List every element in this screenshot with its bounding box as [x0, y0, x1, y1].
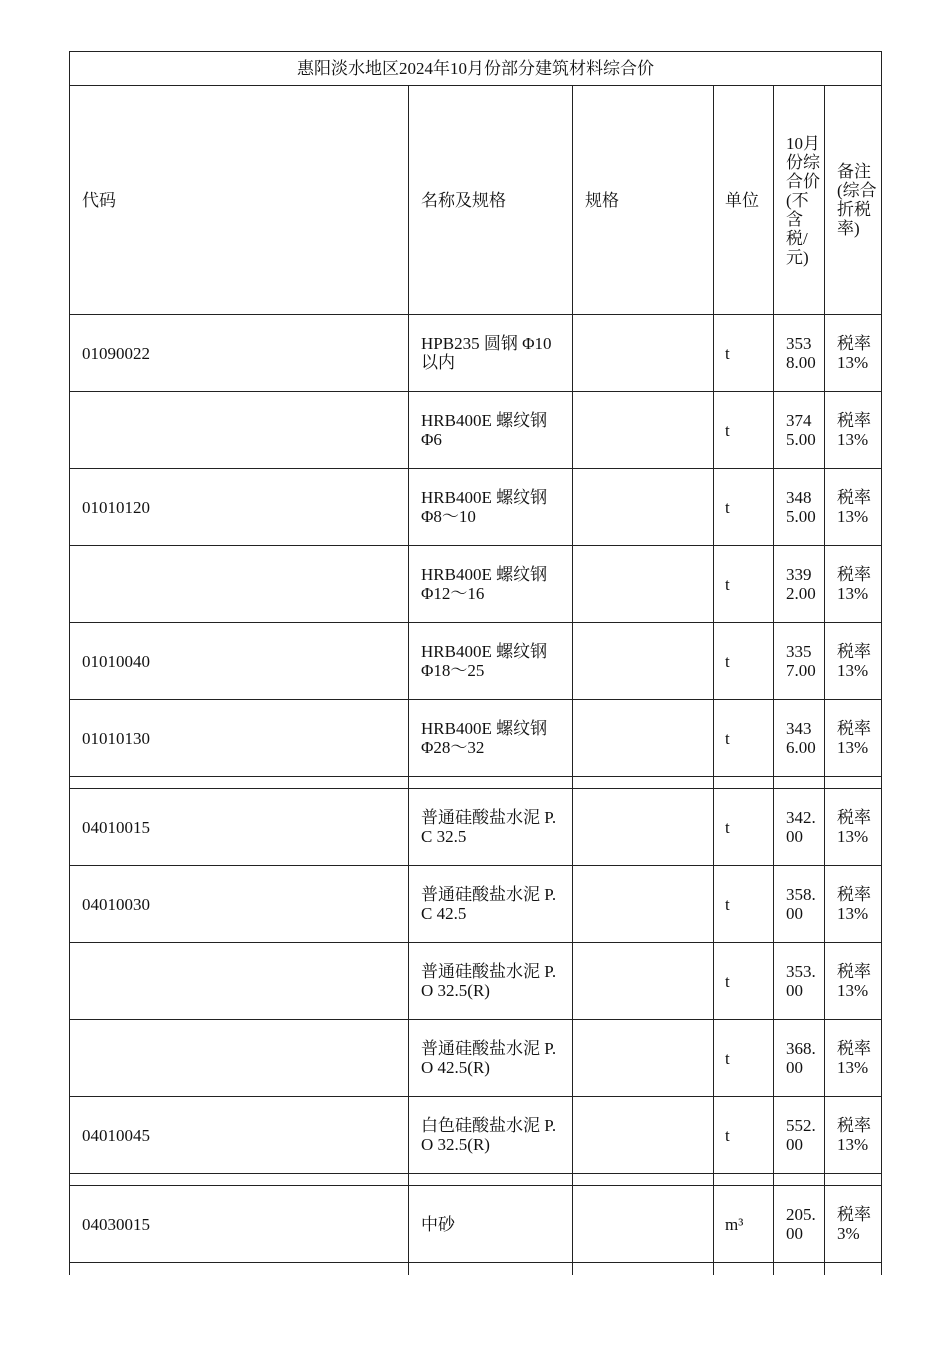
- cell-price: 368.00: [774, 1020, 825, 1097]
- cell-code: 01090022: [70, 315, 409, 392]
- cell-price: 3745.00: [774, 392, 825, 469]
- cell-code: 01010120: [70, 469, 409, 546]
- cell-unit: t: [714, 546, 774, 623]
- cell-name: 普通硅酸盐水泥 P.C 42.5: [409, 866, 573, 943]
- cell-unit: t: [714, 700, 774, 777]
- table-row: [70, 546, 882, 623]
- header-unit: 单位: [714, 86, 774, 315]
- cell-note: 税率13%: [825, 392, 882, 469]
- table-row: [70, 315, 882, 392]
- cell-name: 普通硅酸盐水泥 P.O 32.5(R): [409, 943, 573, 1020]
- cell-note: 税率13%: [825, 943, 882, 1020]
- cell-note: 税率13%: [825, 469, 882, 546]
- cell-unit: t: [714, 789, 774, 866]
- price-table: [69, 51, 882, 1275]
- cell-spec: [573, 866, 714, 943]
- empty-cell: [409, 777, 573, 789]
- cell-price: 358.00: [774, 866, 825, 943]
- table-row: [70, 392, 882, 469]
- empty-cell: [774, 1263, 825, 1276]
- table-row: [70, 789, 882, 866]
- empty-cell: [825, 1174, 882, 1186]
- cell-unit: t: [714, 943, 774, 1020]
- cell-spec: [573, 469, 714, 546]
- cell-unit: t: [714, 1097, 774, 1174]
- header-spec: 规格: [573, 86, 714, 315]
- empty-cell: [573, 1263, 714, 1276]
- cell-spec: [573, 392, 714, 469]
- cell-code: 04010030: [70, 866, 409, 943]
- cell-note: 税率13%: [825, 789, 882, 866]
- cell-note: 税率13%: [825, 546, 882, 623]
- cell-spec: [573, 546, 714, 623]
- cell-note: 税率13%: [825, 700, 882, 777]
- cell-unit: m³: [714, 1186, 774, 1263]
- table-row: [70, 1020, 882, 1097]
- cell-spec: [573, 943, 714, 1020]
- table-row: [70, 1097, 882, 1174]
- continuation-row: [70, 1263, 882, 1276]
- empty-cell: [70, 1174, 409, 1186]
- table-body: [70, 52, 882, 1276]
- cell-unit: t: [714, 469, 774, 546]
- cell-name: HPB235 圆钢 Φ10以内: [409, 315, 573, 392]
- empty-cell: [774, 777, 825, 789]
- header-note: 备注(综合折税率): [825, 86, 882, 315]
- empty-cell: [825, 777, 882, 789]
- cell-price: 3485.00: [774, 469, 825, 546]
- cell-spec: [573, 1186, 714, 1263]
- cell-unit: t: [714, 1020, 774, 1097]
- cell-price: 205.00: [774, 1186, 825, 1263]
- cell-note: 税率13%: [825, 623, 882, 700]
- cell-price: 342.00: [774, 789, 825, 866]
- table-row: [70, 943, 882, 1020]
- cell-name: HRB400E 螺纹钢 Φ6: [409, 392, 573, 469]
- cell-name: HRB400E 螺纹钢 Φ28～32: [409, 700, 573, 777]
- title-row: [70, 52, 882, 86]
- cell-code: [70, 1020, 409, 1097]
- cell-code: [70, 943, 409, 1020]
- cell-name: 白色硅酸盐水泥 P.O 32.5(R): [409, 1097, 573, 1174]
- empty-cell: [409, 1174, 573, 1186]
- cell-note: 税率13%: [825, 866, 882, 943]
- table-title: 惠阳淡水地区2024年10月份部分建筑材料综合价: [70, 52, 882, 86]
- cell-name: HRB400E 螺纹钢 Φ18～25: [409, 623, 573, 700]
- cell-code: [70, 546, 409, 623]
- cell-code: 04030015: [70, 1186, 409, 1263]
- table-row: [70, 623, 882, 700]
- table-row: [70, 1186, 882, 1263]
- cell-name: HRB400E 螺纹钢 Φ8～10: [409, 469, 573, 546]
- table-row: [70, 700, 882, 777]
- header-code: 代码: [70, 86, 409, 315]
- empty-cell: [409, 1263, 573, 1276]
- table-row: [70, 866, 882, 943]
- empty-cell: [70, 777, 409, 789]
- cell-price: 3436.00: [774, 700, 825, 777]
- empty-cell: [714, 777, 774, 789]
- cell-note: 税率13%: [825, 315, 882, 392]
- cell-name: 中砂: [409, 1186, 573, 1263]
- cell-price: 353.00: [774, 943, 825, 1020]
- cell-code: 01010130: [70, 700, 409, 777]
- cell-name: HRB400E 螺纹钢 Φ12～16: [409, 546, 573, 623]
- empty-cell: [714, 1174, 774, 1186]
- cell-unit: t: [714, 866, 774, 943]
- cell-note: 税率13%: [825, 1097, 882, 1174]
- cell-name: 普通硅酸盐水泥 P.O 42.5(R): [409, 1020, 573, 1097]
- empty-cell: [774, 1174, 825, 1186]
- empty-cell: [573, 1174, 714, 1186]
- header-price: 10月份综合价(不含税/元): [774, 86, 825, 315]
- cell-price: 552.00: [774, 1097, 825, 1174]
- cell-spec: [573, 700, 714, 777]
- cell-note: 税率13%: [825, 1020, 882, 1097]
- cell-code: 04010045: [70, 1097, 409, 1174]
- spacer-row: [70, 777, 882, 789]
- cell-price: 3357.00: [774, 623, 825, 700]
- cell-unit: t: [714, 623, 774, 700]
- cell-spec: [573, 1020, 714, 1097]
- cell-spec: [573, 1097, 714, 1174]
- cell-spec: [573, 315, 714, 392]
- cell-code: [70, 392, 409, 469]
- spacer-row: [70, 1174, 882, 1186]
- empty-cell: [573, 777, 714, 789]
- cell-price: 3392.00: [774, 546, 825, 623]
- empty-cell: [70, 1263, 409, 1276]
- cell-unit: t: [714, 392, 774, 469]
- cell-spec: [573, 623, 714, 700]
- cell-spec: [573, 789, 714, 866]
- cell-note: 税率3%: [825, 1186, 882, 1263]
- cell-unit: t: [714, 315, 774, 392]
- cell-code: 01010040: [70, 623, 409, 700]
- header-row: [70, 86, 882, 315]
- header-name: 名称及规格: [409, 86, 573, 315]
- table-row: [70, 469, 882, 546]
- cell-code: 04010015: [70, 789, 409, 866]
- cell-price: 3538.00: [774, 315, 825, 392]
- cell-name: 普通硅酸盐水泥 P.C 32.5: [409, 789, 573, 866]
- empty-cell: [714, 1263, 774, 1276]
- empty-cell: [825, 1263, 882, 1276]
